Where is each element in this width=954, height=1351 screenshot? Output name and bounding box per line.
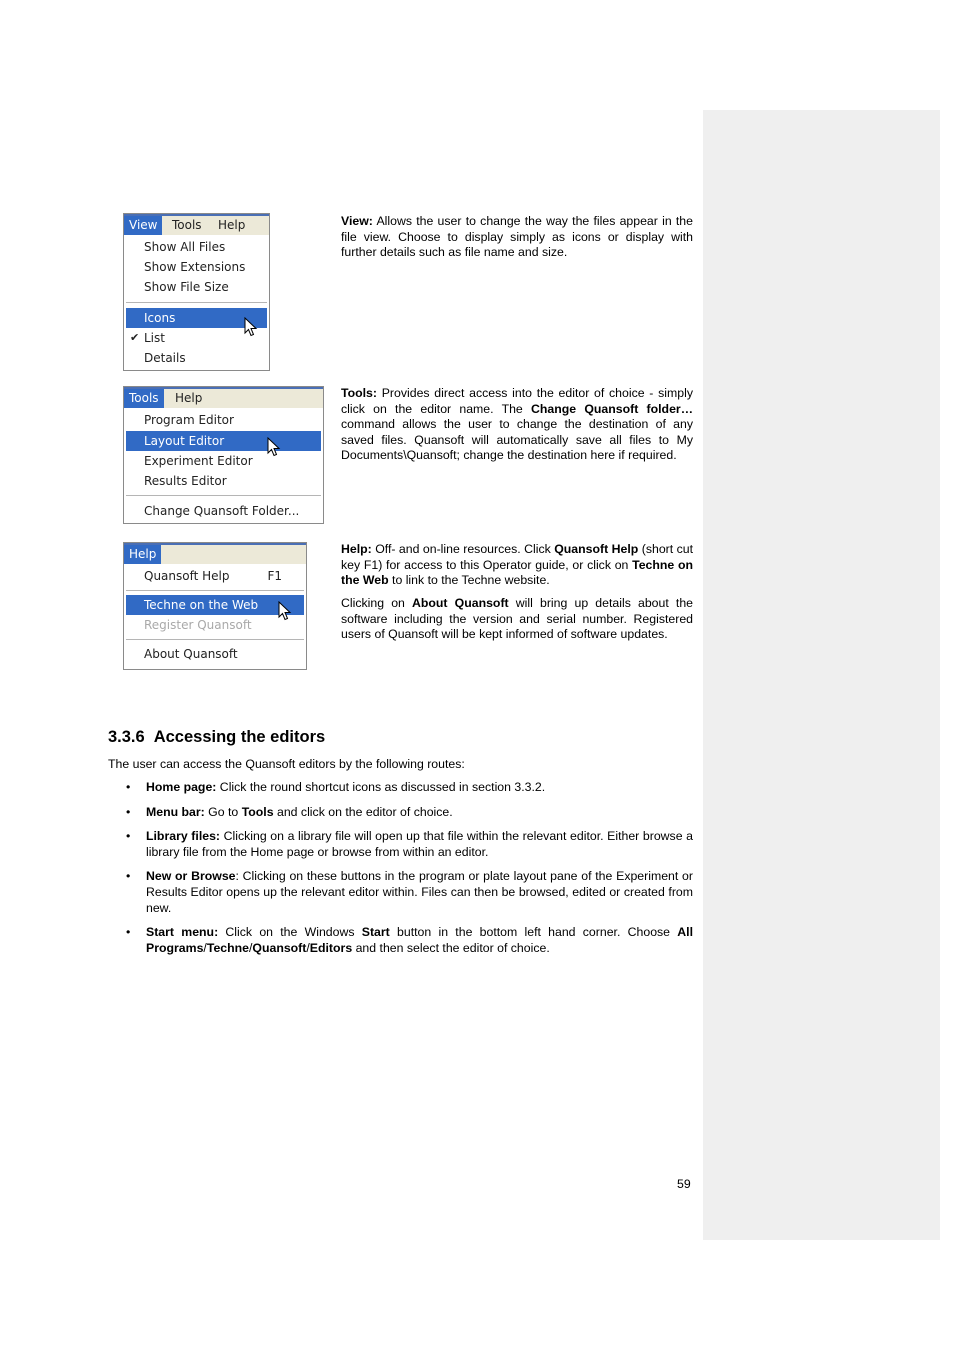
about-description: Clicking on About Quansoft will bring up details about the software including the version and serial number. Registered users of Quansoft will be kept informed of software updates. (341, 596, 693, 642)
tools-menu-screenshot (123, 386, 324, 524)
help-menu-screenshot (123, 542, 307, 670)
menu-help[interactable]: Help (218, 218, 246, 232)
menu-item-show-extensions[interactable]: Show Extensions (144, 260, 246, 274)
comment-margin-pane (703, 110, 940, 1240)
menu-item-experiment-editor[interactable]: Experiment Editor (144, 454, 253, 468)
mouse-cursor-icon (278, 601, 292, 621)
checkmark-icon: ✔ (130, 331, 140, 344)
menu-help[interactable]: Help (124, 545, 161, 564)
menu-item-techne-on-the-web[interactable]: Techne on the Web (126, 595, 304, 615)
menu-item-about-quansoft[interactable]: About Quansoft (144, 647, 238, 661)
mouse-cursor-icon (267, 437, 281, 457)
tools-description: Tools: Provides direct access into the editor of choice - simply click on the editor name. The Change Quansoft folder… command allows the user to change the destination of any saved files. Quansoft will automatically save all files to My Documents\Quansoft; change the destination here if required. (341, 386, 693, 463)
menu-item-change-quansoft-folder[interactable]: Change Quansoft Folder... (144, 504, 300, 518)
page-number: 59 (677, 1177, 691, 1191)
menu-separator (126, 590, 304, 591)
list-item-menu-bar: • Menu bar: Go to Tools and click on the editor of choice. (126, 804, 453, 819)
list-item-new-or-browse: • New or Browse: Clicking on these buttons in the program or plate layout pane of the Experiment or Results Editor opens up the relevant editor within. Files can then be browsed, edited or created from new. (126, 869, 693, 915)
routes-list (108, 780, 693, 965)
menu-bar (124, 543, 306, 564)
menu-separator (126, 639, 304, 640)
list-item-library-files: • Library files: Clicking on a library file will open up that file within the relevant editor. Either browse a library file from the Home page or browse from within an editor. (126, 829, 693, 859)
menu-item-details[interactable]: Details (144, 351, 186, 365)
menu-item-results-editor[interactable]: Results Editor (144, 474, 227, 488)
section-heading: 3.3.6 Accessing the editors (108, 728, 326, 746)
view-menu-screenshot (123, 213, 270, 371)
menu-separator (126, 302, 267, 303)
menu-separator (126, 495, 321, 496)
view-description: View: Allows the user to change the way the files appear in the file view. Choose to display simply as icons or display with further details such as file name and size. (341, 214, 693, 260)
menu-tools[interactable]: Tools (124, 389, 164, 408)
menu-item-program-editor[interactable]: Program Editor (144, 413, 234, 427)
menu-item-layout-editor[interactable]: Layout Editor (126, 431, 321, 451)
menu-tools[interactable]: Tools (172, 218, 202, 232)
menu-view[interactable]: View (124, 216, 162, 235)
help-description: Help: Off- and on-line resources. Click Quansoft Help (short cut key F1) for access to this Operator guide, or click on Techne on the Web to link to the Techne website. (341, 542, 694, 588)
list-item-start-menu: • Start menu: Click on the Windows Start button in the bottom left hand corner. Choose All Programs/Techne/Quansoft/Editors and then select the editor of choice. (126, 925, 693, 955)
menu-item-register-quansoft: Register Quansoft (144, 618, 252, 632)
menu-item-show-file-size[interactable]: Show File Size (144, 280, 229, 294)
menu-item-show-all-files[interactable]: Show All Files (144, 240, 226, 254)
menu-item-quansoft-help-label: Quansoft Help (144, 569, 230, 583)
menu-bar (124, 214, 269, 235)
menu-item-quansoft-help[interactable] (126, 566, 304, 586)
mouse-cursor-icon (244, 317, 258, 337)
menu-bar (124, 387, 323, 408)
menu-item-icons[interactable]: Icons (126, 308, 267, 328)
list-item-home-page: • Home page: Click the round shortcut icons as discussed in section 3.3.2. (126, 780, 546, 794)
shortcut-key: F1 (267, 569, 282, 583)
menu-help[interactable]: Help (175, 391, 203, 405)
menu-item-list-label: List (144, 331, 165, 345)
section-intro: The user can access the Quansoft editors by the following routes: (108, 757, 465, 771)
